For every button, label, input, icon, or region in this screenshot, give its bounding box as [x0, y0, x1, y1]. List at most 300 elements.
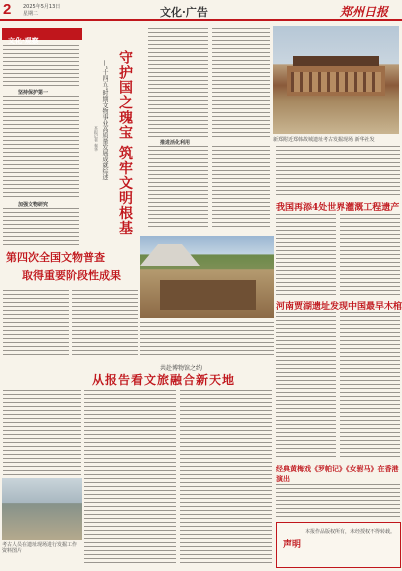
text-line	[3, 152, 79, 153]
text-line	[3, 108, 79, 109]
text-line	[3, 354, 69, 355]
text-line	[212, 210, 270, 211]
vertical-byline: 本报记者 秦华	[94, 126, 99, 152]
text-line	[276, 436, 336, 437]
text-line	[84, 458, 176, 459]
text-line	[276, 190, 400, 191]
text-line	[3, 148, 79, 149]
text-line	[84, 402, 176, 403]
text-line	[148, 136, 208, 137]
text-line	[276, 226, 336, 227]
text-line	[276, 290, 336, 291]
text-line	[140, 338, 274, 339]
text-line	[212, 202, 270, 203]
text-line	[3, 454, 81, 455]
text-line	[180, 426, 272, 427]
text-line	[3, 306, 69, 307]
text-line	[276, 262, 336, 263]
text-line	[180, 502, 272, 503]
text-line	[3, 136, 79, 137]
text-line	[276, 412, 336, 413]
text-line	[72, 298, 138, 299]
text-line	[3, 470, 81, 471]
text-line	[340, 356, 400, 357]
text-line	[180, 546, 272, 547]
text-line	[180, 466, 272, 467]
text-line	[212, 214, 270, 215]
text-line	[276, 162, 400, 163]
text-line	[148, 76, 208, 77]
text-line	[148, 84, 208, 85]
text-line	[340, 424, 400, 425]
text-line	[180, 510, 272, 511]
text-line	[84, 462, 176, 463]
text-line	[276, 372, 336, 373]
text-line	[148, 202, 208, 203]
text-line	[3, 346, 69, 347]
photo-excavation	[140, 236, 274, 318]
text-line	[140, 350, 274, 351]
text-line	[180, 458, 272, 459]
text-line	[212, 182, 270, 183]
text-line	[148, 214, 208, 215]
text-line	[340, 392, 400, 393]
text-line	[148, 218, 208, 219]
text-line	[340, 230, 400, 231]
text-line	[148, 120, 208, 121]
text-line	[212, 166, 270, 167]
text-line	[340, 368, 400, 369]
text-line	[3, 458, 81, 459]
text-line	[3, 132, 79, 133]
text-line	[340, 290, 400, 291]
text-line	[276, 174, 400, 175]
text-line	[148, 100, 208, 101]
middle-subhead: 推进活化利用	[160, 140, 191, 146]
text-line	[84, 454, 176, 455]
text-line	[340, 226, 400, 227]
text-line	[276, 500, 400, 501]
text-line	[180, 390, 272, 391]
text-line	[276, 388, 336, 389]
text-line	[276, 178, 400, 179]
text-line	[276, 344, 336, 345]
text-line	[3, 112, 79, 113]
text-line	[3, 422, 81, 423]
text-line	[276, 504, 400, 505]
text-line	[180, 402, 272, 403]
text-line	[276, 146, 400, 147]
text-line	[180, 482, 272, 483]
text-line	[84, 546, 176, 547]
text-line	[148, 88, 208, 89]
headline-kaogu: 河南贾湖遗址发现中国最早木棺	[276, 302, 402, 312]
text-line	[3, 314, 69, 315]
text-line	[148, 36, 208, 37]
text-line	[3, 430, 81, 431]
text-line	[276, 404, 336, 405]
text-line	[276, 432, 336, 433]
text-line	[3, 85, 79, 86]
text-line	[180, 558, 272, 559]
text-line	[3, 326, 69, 327]
text-line	[3, 474, 81, 475]
page-header	[0, 0, 402, 24]
text-line	[212, 112, 270, 113]
text-line	[3, 402, 81, 403]
text-line	[212, 218, 270, 219]
text-line	[148, 206, 208, 207]
text-line	[3, 96, 79, 97]
text-line	[212, 170, 270, 171]
text-line	[84, 442, 176, 443]
text-line	[72, 338, 138, 339]
text-line	[84, 482, 176, 483]
text-line	[148, 104, 208, 105]
text-line	[3, 188, 79, 189]
text-line	[340, 278, 400, 279]
text-line	[3, 77, 79, 78]
text-line	[84, 506, 176, 507]
text-line	[276, 316, 336, 317]
text-line	[340, 428, 400, 429]
text-line	[3, 434, 81, 435]
text-line	[3, 65, 79, 66]
text-line	[340, 348, 400, 349]
text-line	[276, 508, 400, 509]
text-line	[180, 462, 272, 463]
text-line	[340, 332, 400, 333]
text-line	[148, 178, 208, 179]
text-line	[84, 414, 176, 415]
text-line	[84, 430, 176, 431]
text-line	[148, 32, 208, 33]
text-line	[84, 410, 176, 411]
notice-text: 本报作品版权所有，未经授权不得转载。	[305, 529, 396, 535]
text-line	[276, 456, 336, 457]
text-line	[340, 340, 400, 341]
text-line	[180, 518, 272, 519]
text-line	[276, 154, 400, 155]
text-line	[84, 446, 176, 447]
page-number: 2	[3, 1, 12, 18]
text-line	[84, 390, 176, 391]
text-line	[3, 244, 79, 245]
text-line	[84, 418, 176, 419]
text-line	[180, 498, 272, 499]
text-line	[340, 234, 400, 235]
text-line	[276, 512, 400, 513]
text-line	[340, 258, 400, 259]
text-line	[276, 420, 336, 421]
text-line	[276, 448, 336, 449]
column-badge-label: 文化·观察	[8, 37, 39, 45]
text-line	[72, 314, 138, 315]
left-subhead-2: 加强文物研究	[18, 202, 49, 208]
text-line	[276, 230, 336, 231]
text-line	[3, 192, 79, 193]
text-line	[3, 398, 81, 399]
text-line	[212, 198, 270, 199]
text-line	[84, 522, 176, 523]
text-line	[180, 486, 272, 487]
text-line	[276, 492, 400, 493]
text-line	[276, 328, 336, 329]
text-line	[212, 80, 270, 81]
text-line	[340, 214, 400, 215]
text-line	[340, 344, 400, 345]
text-line	[3, 322, 69, 323]
text-line	[72, 310, 138, 311]
text-line	[212, 150, 270, 151]
text-line	[84, 474, 176, 475]
text-line	[212, 136, 270, 137]
text-line	[276, 242, 336, 243]
text-line	[148, 116, 208, 117]
text-line	[3, 350, 69, 351]
text-line	[3, 318, 69, 319]
text-line	[72, 354, 138, 355]
text-line	[212, 194, 270, 195]
text-line	[3, 426, 81, 427]
text-line	[276, 408, 336, 409]
text-line	[212, 96, 270, 97]
text-line	[276, 218, 336, 219]
text-line	[3, 228, 79, 229]
text-line	[340, 222, 400, 223]
section-title: 文化·广告	[160, 6, 208, 19]
text-line	[180, 562, 272, 563]
text-line	[276, 488, 400, 489]
text-line	[276, 258, 336, 259]
text-line	[148, 68, 208, 69]
text-line	[340, 242, 400, 243]
text-line	[148, 56, 208, 57]
text-line	[84, 466, 176, 467]
text-line	[276, 278, 336, 279]
text-line	[276, 158, 400, 159]
text-line	[3, 81, 79, 82]
text-line	[276, 380, 336, 381]
header-rule	[0, 19, 402, 21]
text-line	[212, 56, 270, 57]
text-line	[340, 380, 400, 381]
text-line	[180, 550, 272, 551]
text-line	[276, 516, 400, 517]
text-line	[3, 216, 79, 217]
text-line	[180, 422, 272, 423]
text-line	[72, 346, 138, 347]
text-line	[212, 72, 270, 73]
text-line	[84, 562, 176, 563]
text-line	[84, 422, 176, 423]
text-line	[180, 526, 272, 527]
text-line	[148, 186, 208, 187]
text-line	[180, 534, 272, 535]
text-line	[3, 466, 81, 467]
text-line	[148, 198, 208, 199]
photo-coast	[2, 478, 82, 540]
text-line	[276, 452, 336, 453]
text-line	[148, 80, 208, 81]
text-line	[3, 49, 79, 50]
text-line	[84, 542, 176, 543]
text-line	[276, 254, 336, 255]
text-line	[84, 526, 176, 527]
text-line	[84, 486, 176, 487]
text-line	[276, 444, 336, 445]
text-line	[180, 494, 272, 495]
text-line	[276, 392, 336, 393]
text-line	[180, 398, 272, 399]
text-line	[212, 128, 270, 129]
text-line	[276, 238, 336, 239]
text-line	[180, 522, 272, 523]
text-line	[340, 372, 400, 373]
text-line	[276, 440, 336, 441]
text-line	[3, 128, 79, 129]
text-line	[276, 368, 336, 369]
text-line	[276, 270, 336, 271]
text-line	[3, 290, 69, 291]
text-line	[3, 418, 81, 419]
text-line	[340, 282, 400, 283]
text-line	[212, 64, 270, 65]
text-line	[148, 72, 208, 73]
text-line	[340, 324, 400, 325]
text-line	[180, 450, 272, 451]
text-line	[72, 302, 138, 303]
text-line	[72, 306, 138, 307]
text-line	[3, 73, 79, 74]
text-line	[72, 350, 138, 351]
text-line	[212, 48, 270, 49]
text-line	[140, 342, 274, 343]
text-line	[84, 558, 176, 559]
text-line	[340, 270, 400, 271]
text-line	[180, 438, 272, 439]
text-line	[148, 150, 208, 151]
text-line	[148, 132, 208, 133]
photo-caption: 新郑附近郑韩故城遗址考古发掘现场 新华社发	[273, 137, 375, 143]
vertical-headline-area	[83, 26, 145, 248]
text-line	[3, 168, 79, 169]
text-line	[148, 174, 208, 175]
census-title: 第四次全国文物普查	[6, 251, 105, 264]
building-roof	[293, 56, 379, 66]
text-line	[276, 376, 336, 377]
text-line	[276, 214, 336, 215]
text-line	[3, 220, 79, 221]
text-line	[72, 334, 138, 335]
text-line	[72, 322, 138, 323]
text-line	[276, 324, 336, 325]
text-line	[3, 53, 79, 54]
text-line	[3, 224, 79, 225]
text-line	[212, 108, 270, 109]
text-line	[84, 538, 176, 539]
text-line	[3, 172, 79, 173]
text-line	[3, 61, 79, 62]
text-line	[3, 330, 69, 331]
text-line	[276, 250, 336, 251]
text-line	[180, 430, 272, 431]
text-line	[180, 418, 272, 419]
text-line	[3, 442, 81, 443]
text-line	[84, 534, 176, 535]
left-text-block	[2, 44, 80, 249]
text-line	[340, 400, 400, 401]
text-line	[276, 416, 336, 417]
text-line	[3, 446, 81, 447]
notice-box	[276, 522, 401, 568]
text-line	[340, 388, 400, 389]
text-line	[3, 144, 79, 145]
text-line	[180, 406, 272, 407]
text-line	[3, 160, 79, 161]
text-line	[340, 360, 400, 361]
text-line	[180, 506, 272, 507]
text-line	[212, 60, 270, 61]
text-line	[3, 156, 79, 157]
text-line	[276, 282, 336, 283]
text-line	[340, 420, 400, 421]
text-line	[276, 428, 336, 429]
text-line	[148, 154, 208, 155]
headline-opera: 经典黄梅戏《罗帕记》《女驸马》在香港演出	[276, 464, 399, 483]
text-line	[148, 64, 208, 65]
text-line	[3, 406, 81, 407]
text-line	[148, 182, 208, 183]
text-line	[340, 250, 400, 251]
text-line	[212, 52, 270, 53]
text-line	[276, 352, 336, 353]
text-line	[340, 384, 400, 385]
text-line	[212, 76, 270, 77]
text-line	[340, 254, 400, 255]
text-line	[276, 348, 336, 349]
text-line	[276, 320, 336, 321]
text-line	[3, 462, 81, 463]
text-line	[340, 266, 400, 267]
museum-title: 从报告看文旅融合新天地	[92, 373, 236, 387]
text-line	[212, 146, 270, 147]
text-line	[212, 28, 270, 29]
text-line	[212, 44, 270, 45]
text-line	[84, 550, 176, 551]
text-line	[212, 88, 270, 89]
text-line	[140, 330, 274, 331]
text-line	[340, 316, 400, 317]
text-line	[340, 218, 400, 219]
text-line	[148, 128, 208, 129]
text-line	[340, 238, 400, 239]
text-line	[3, 57, 79, 58]
text-line	[84, 554, 176, 555]
text-line	[340, 456, 400, 457]
notice-label: 声明	[283, 540, 302, 550]
text-line	[340, 294, 400, 295]
text-line	[212, 32, 270, 33]
text-line	[276, 384, 336, 385]
text-line	[340, 416, 400, 417]
text-line	[180, 414, 272, 415]
text-line	[3, 184, 79, 185]
text-line	[72, 294, 138, 295]
text-line	[3, 410, 81, 411]
text-line	[3, 338, 69, 339]
text-line	[148, 60, 208, 61]
